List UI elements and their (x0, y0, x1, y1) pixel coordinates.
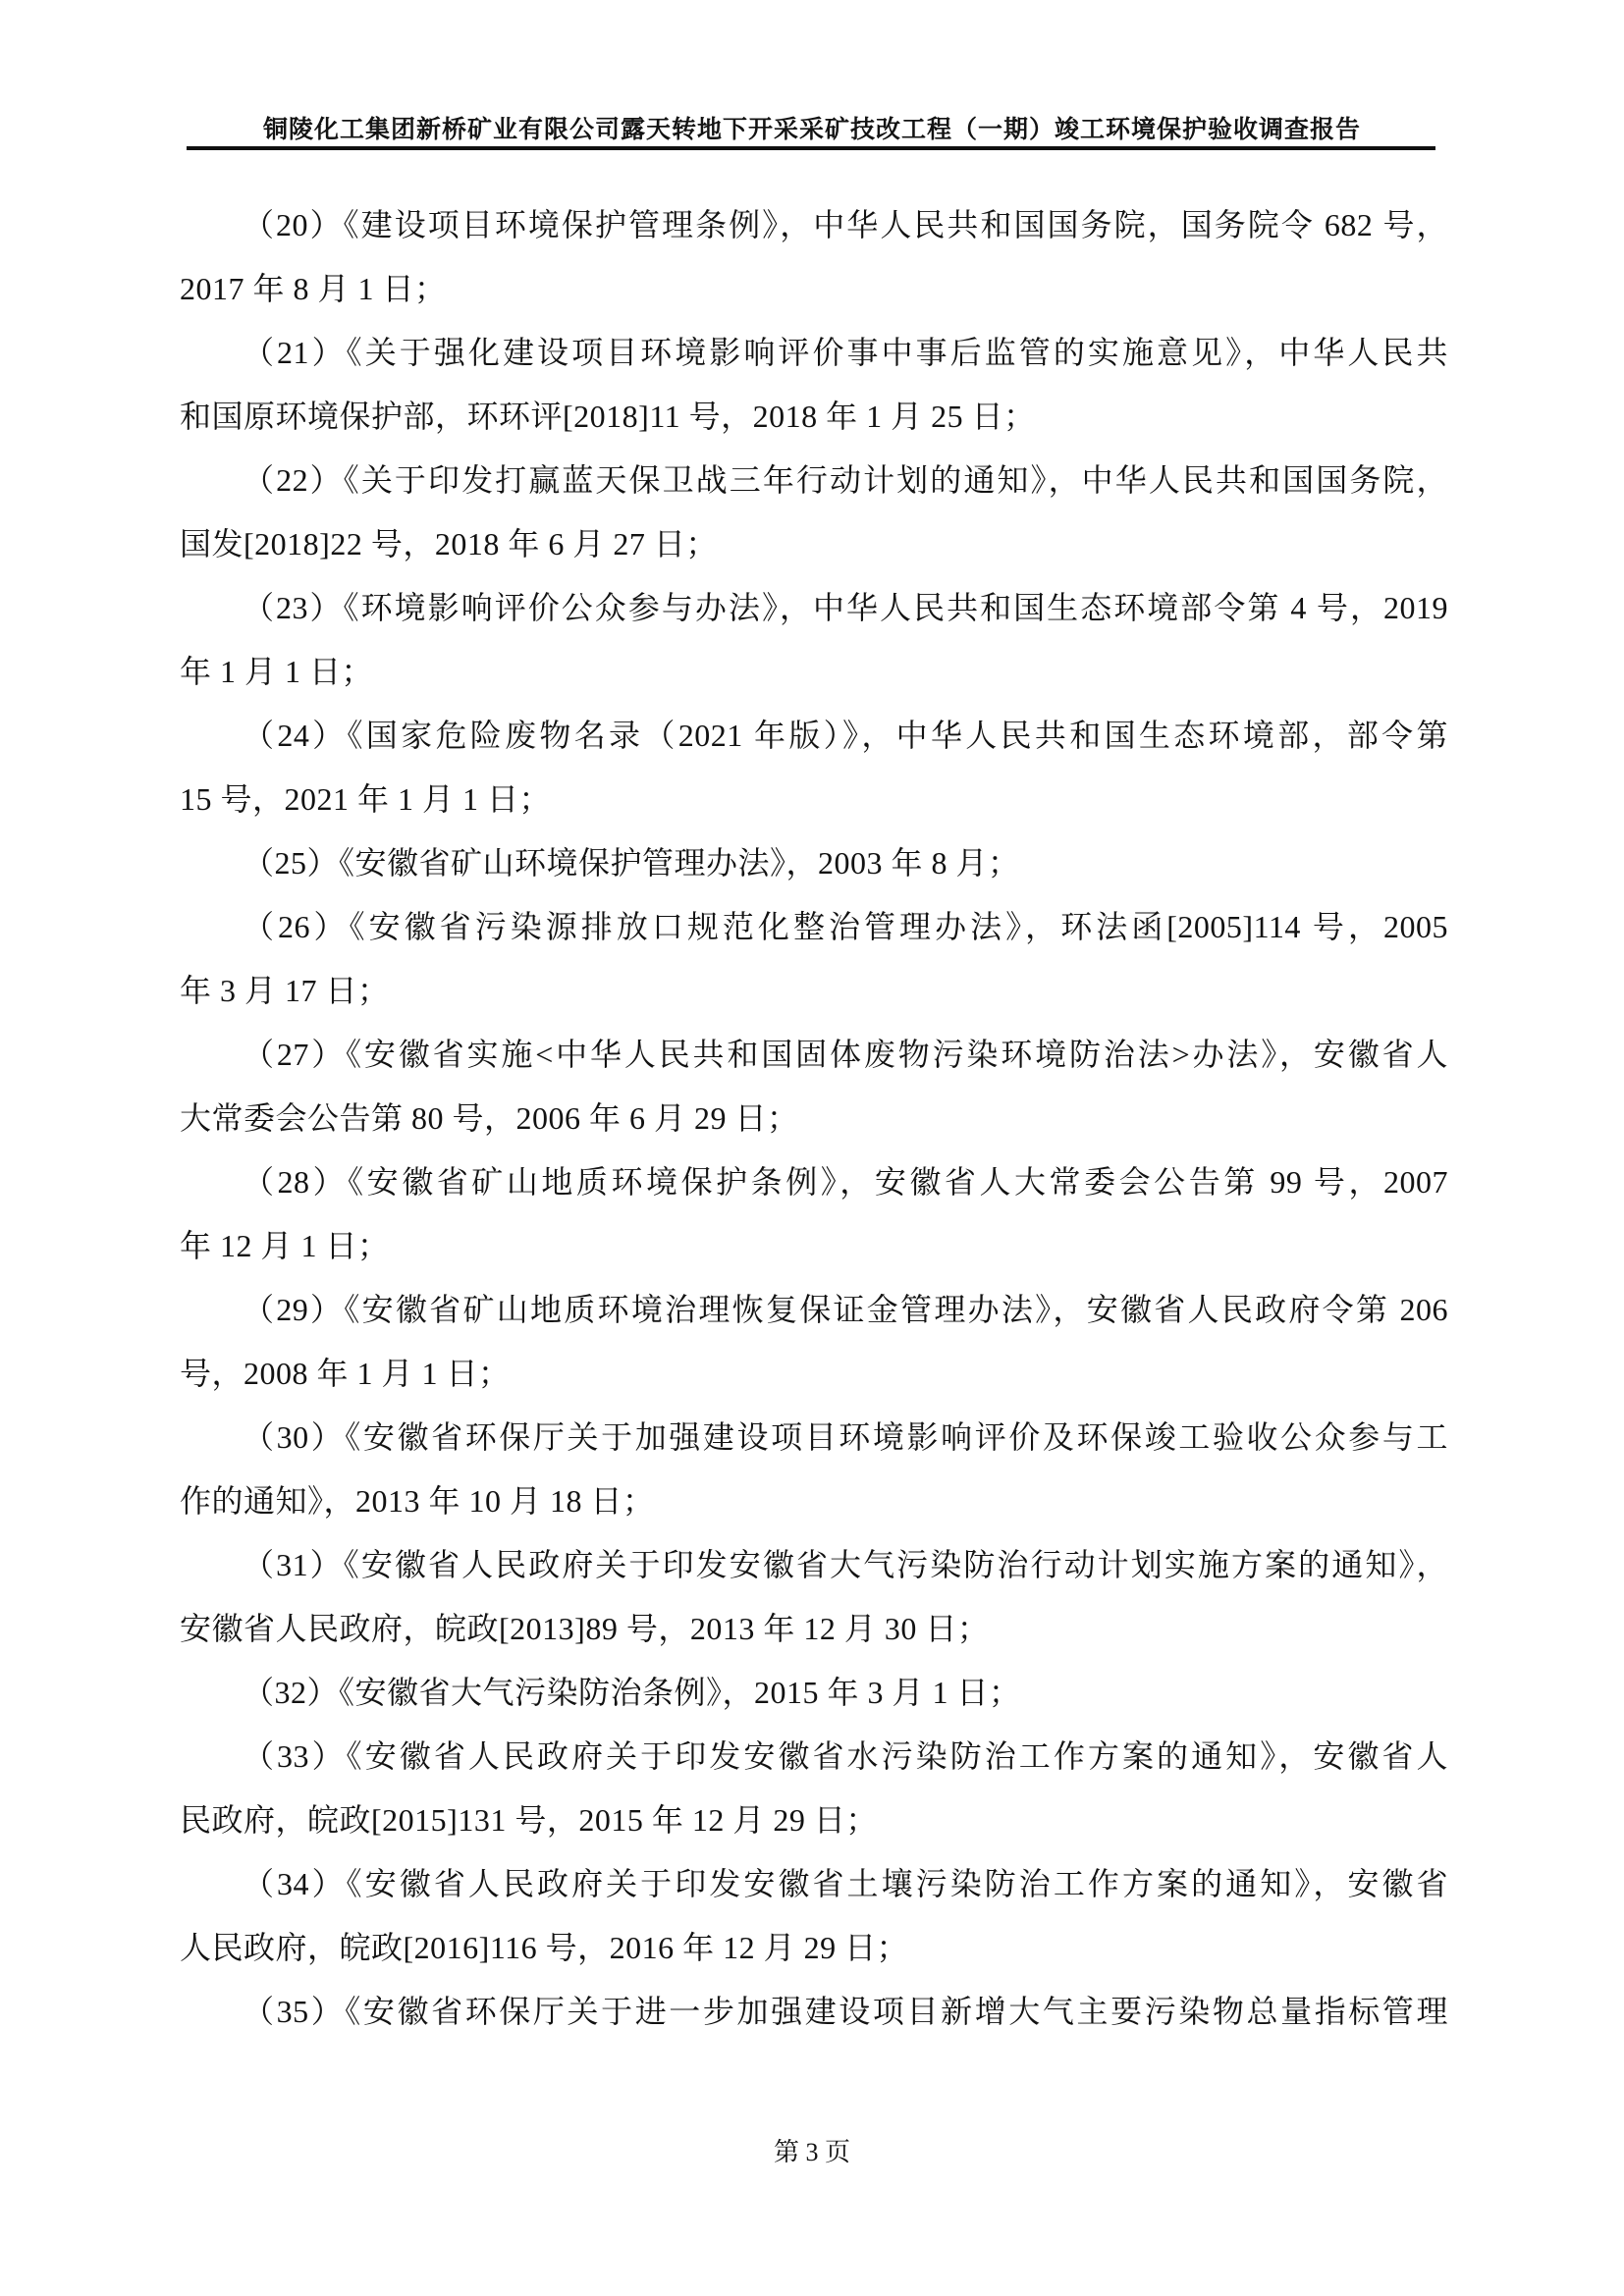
paragraph-line: （27）《安徽省实施<中华人民共和国固体废物污染环境防治法>办法》，安徽省人 (243, 1037, 1448, 1072)
paragraph-line: 民政府，皖政[2015]131 号，2015 年 12 月 29 日； (180, 1802, 878, 1838)
paragraph-line: （33）《安徽省人民政府关于印发安徽省水污染防治工作方案的通知》，安徽省人 (243, 1738, 1448, 1774)
paragraph-line: 年 3 月 17 日； (180, 973, 390, 1008)
paragraph-item-26 (180, 895, 1448, 1023)
paragraph-line: （31）《安徽省人民政府关于印发安徽省大气污染防治行动计划实施方案的通知》， (243, 1547, 1448, 1582)
paragraph-line: 年 1 月 1 日； (180, 654, 374, 689)
paragraph-item-35 (180, 1980, 1448, 2044)
paragraph-line: （29）《安徽省矿山地质环境治理恢复保证金管理办法》，安徽省人民政府令第 206 (243, 1292, 1448, 1327)
paragraph-line: 安徽省人民政府，皖政[2013]89 号，2013 年 12 月 30 日； (180, 1611, 990, 1646)
page-number: 第 3 页 (773, 2138, 850, 2166)
paragraph-line: 和国原环境保护部，环环评[2018]11 号，2018 年 1 月 25 日； (180, 399, 1036, 434)
header-rule (187, 146, 1435, 150)
paragraph-line: （22）《关于印发打赢蓝天保卫战三年行动计划的通知》，中华人民共和国国务院， (243, 462, 1448, 498)
paragraph-line: （32）《安徽省大气污染防治条例》，2015 年 3 月 1 日； (243, 1675, 1021, 1710)
document-body (180, 193, 1448, 2044)
paragraph-item-24 (180, 704, 1448, 831)
paragraph-item-28 (180, 1150, 1448, 1278)
paragraph-item-31 (180, 1533, 1448, 1661)
paragraph-line: （24）《国家危险废物名录（2021 年版）》，中华人民共和国生态环境部，部令第 (243, 718, 1448, 753)
paragraph-item-30 (180, 1406, 1448, 1533)
paragraph-line: 号，2008 年 1 月 1 日； (180, 1356, 511, 1391)
paragraph-line: （34）《安徽省人民政府关于印发安徽省土壤污染防治工作方案的通知》，安徽省 (243, 1866, 1448, 1901)
paragraph-line: 作的通知》，2013 年 10 月 18 日； (180, 1483, 655, 1519)
paragraph-line: 年 12 月 1 日； (180, 1228, 390, 1263)
paragraph-line: （20）《建设项目环境保护管理条例》，中华人民共和国国务院，国务院令 682 号， (243, 207, 1448, 242)
paragraph-line: （35）《安徽省环保厅关于进一步加强建设项目新增大气主要污染物总量指标管理 (243, 1994, 1448, 2029)
paragraph-line: 15 号，2021 年 1 月 1 日； (180, 781, 552, 817)
page-footer (0, 2132, 1624, 2168)
paragraph-line: （21）《关于强化建设项目环境影响评价事中事后监管的实施意见》，中华人民共 (243, 335, 1448, 370)
paragraph-item-29 (180, 1278, 1448, 1406)
paragraph-item-20 (180, 193, 1448, 321)
paragraph-line: （28）《安徽省矿山地质环境保护条例》，安徽省人大常委会公告第 99 号，2007 (243, 1164, 1448, 1200)
paragraph-line: （30）《安徽省环保厅关于加强建设项目环境影响评价及环保竣工验收公众参与工 (243, 1419, 1448, 1455)
paragraph-line: （23）《环境影响评价公众参与办法》，中华人民共和国生态环境部令第 4 号，2019 (243, 590, 1448, 625)
paragraph-item-21 (180, 321, 1448, 449)
paragraph-item-32 (180, 1661, 1448, 1725)
paragraph-line: 国发[2018]22 号，2018 年 6 月 27 日； (180, 526, 718, 561)
header-title: 铜陵化工集团新桥矿业有限公司露天转地下开采采矿技改工程（一期）竣工环境保护验收调查报告 (262, 117, 1361, 143)
paragraph-line: （25）《安徽省矿山环境保护管理办法》，2003 年 8 月； (243, 845, 1020, 881)
paragraph-item-27 (180, 1023, 1448, 1150)
paragraph-item-34 (180, 1852, 1448, 1980)
paragraph-line: 2017 年 8 月 1 日； (180, 271, 447, 306)
paragraph-item-23 (180, 576, 1448, 704)
paragraph-line: 大常委会公告第 80 号，2006 年 6 月 29 日； (180, 1100, 799, 1136)
paragraph-line: 人民政府，皖政[2016]116 号，2016 年 12 月 29 日； (180, 1930, 909, 1965)
paragraph-line: （26）《安徽省污染源排放口规范化整治管理办法》，环法函[2005]114 号，2005 (243, 909, 1448, 944)
paragraph-item-22 (180, 449, 1448, 576)
paragraph-item-25 (180, 831, 1448, 895)
paragraph-item-33 (180, 1725, 1448, 1852)
